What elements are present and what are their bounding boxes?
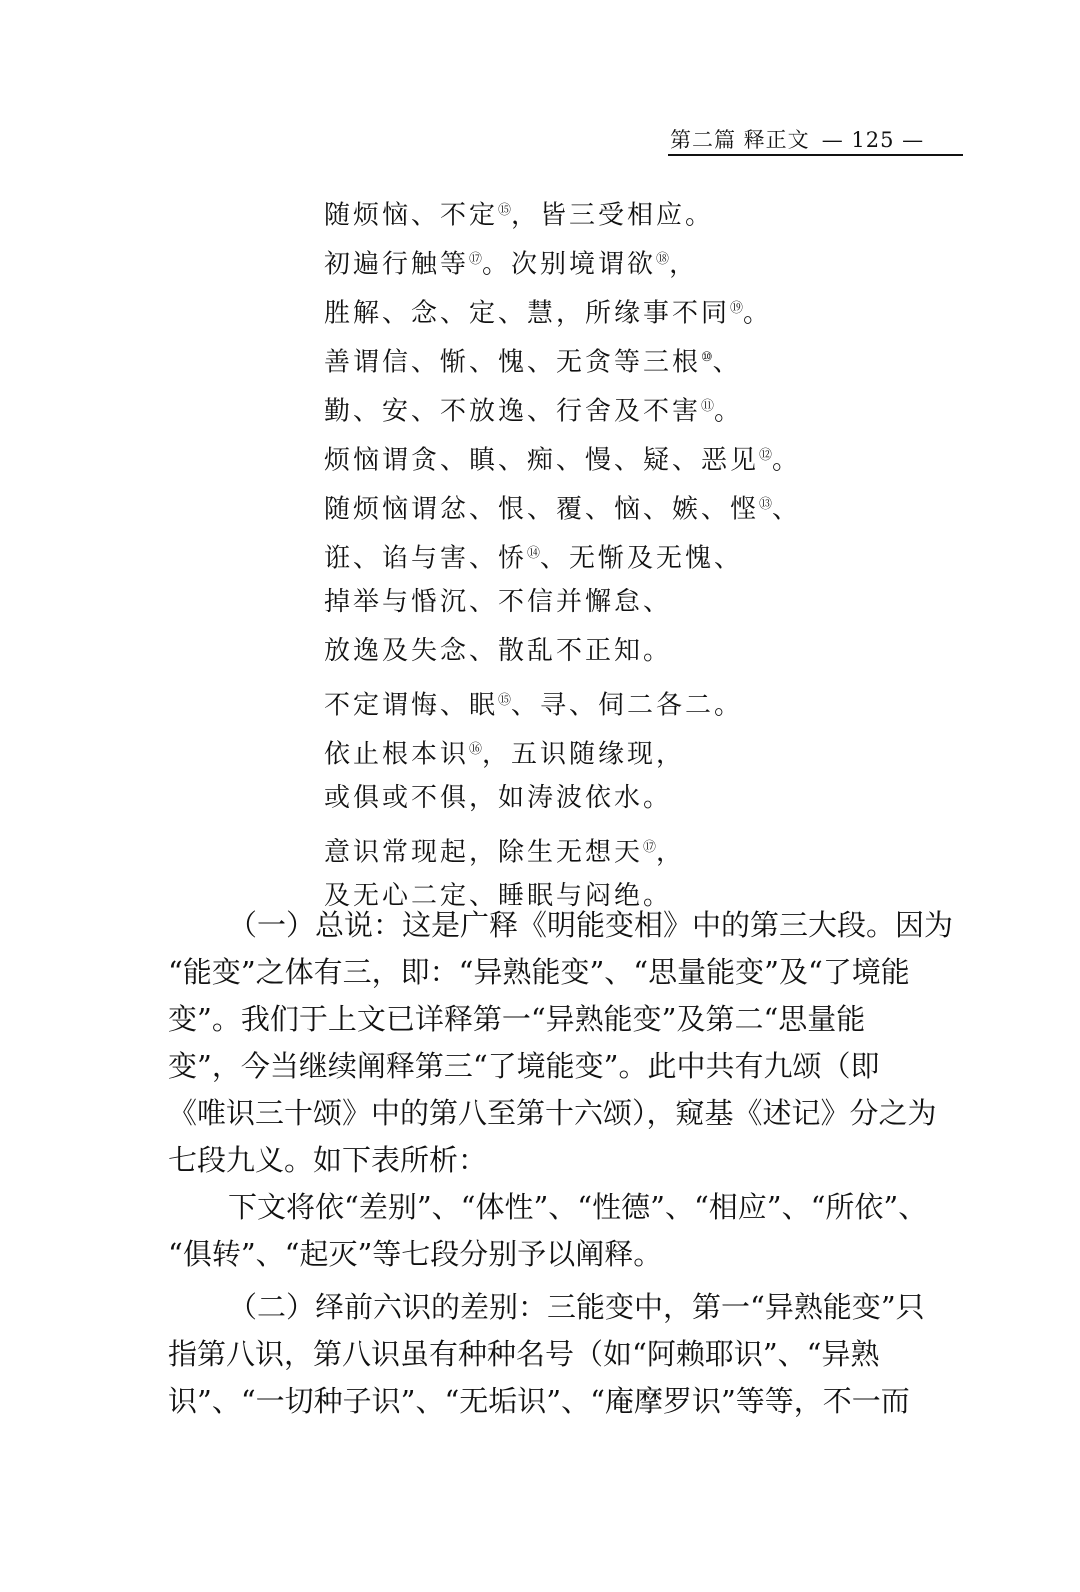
- verse-text: 勤、安、不放逸、行舍及不害: [324, 396, 702, 427]
- verse-text: 、: [772, 494, 802, 525]
- verse-text: 依止根本识: [324, 739, 470, 770]
- verse-line: [324, 333, 801, 382]
- verse-line: [324, 235, 801, 284]
- prose-line: 七段九义。如下表所析：: [168, 1143, 488, 1177]
- verse-text: 诳、谄与害、㤭: [324, 543, 528, 574]
- footnote-marker: ⑬: [759, 497, 773, 512]
- verse-line: [324, 284, 801, 333]
- prose-line: 识”、“一切种子识”、“无垢识”、“庵摩罗识”等等，不一而: [168, 1384, 910, 1418]
- footnote-marker: ⑫: [759, 448, 773, 463]
- prose-line: 下文将依“差别”、“体性”、“性德”、“相应”、“所依”、: [228, 1190, 928, 1224]
- prose-line: 变”，今当继续阐释第三“了境能变”。此中共有九颂（即: [168, 1049, 880, 1083]
- verse-text: 不定谓悔、眠: [324, 690, 499, 721]
- footnote-marker: ⑩: [701, 350, 713, 365]
- footnote-marker: ⑲: [730, 301, 744, 316]
- section-title: 第二篇 释正文: [670, 128, 810, 152]
- prose-line: “能变”之体有三，即：“异熟能变”、“思量能变”及“了境能: [168, 955, 910, 989]
- verse-text: ，: [669, 249, 699, 280]
- verse-text: 随烦恼谓忿、恨、覆、恼、嫉、悭: [324, 494, 760, 525]
- footnote-marker: ⑰: [469, 252, 483, 267]
- verse-line: 或俱或不俱，如涛波依水。: [324, 783, 673, 813]
- verse-text: 。: [772, 445, 802, 476]
- verse-text: 、寻、伺二各二。: [511, 690, 744, 721]
- verse-text: 胜解、念、定、慧，所缘事不同: [324, 298, 731, 329]
- verse-text: 善谓信、惭、愧、无贪等三根: [324, 347, 702, 378]
- footnote-marker: ⑭: [527, 546, 541, 561]
- verse-text: 初遍行触等: [324, 249, 470, 280]
- footnote-marker: ⑱: [656, 252, 670, 267]
- footnote-marker: ⑰: [643, 840, 657, 855]
- prose-line: 变”。我们于上文已详释第一“异熟能变”及第二“思量能: [168, 1002, 866, 1036]
- prose-line: “俱转”、“起灭”等七段分别予以阐释。: [168, 1237, 663, 1271]
- verse-text: ，皆三受相应。: [511, 200, 715, 231]
- verse-line: [324, 529, 801, 578]
- verse-line: [324, 382, 801, 431]
- running-header: [670, 124, 960, 154]
- prose-block: [168, 902, 968, 1425]
- verse-text: 意识常现起，除生无想天: [324, 837, 644, 868]
- header-rule: [668, 154, 963, 156]
- prose-line: （一）总说：这是广释《明能变相》中的第三大段。因为: [228, 908, 954, 942]
- page-number: — 125 —: [821, 128, 925, 152]
- verse-text: ，: [656, 837, 686, 868]
- verse-line: [324, 186, 801, 235]
- verse-line: [324, 480, 801, 529]
- verse-text: 、: [712, 347, 742, 378]
- verse-line: [324, 676, 801, 725]
- footnote-marker: ⑯: [469, 742, 483, 757]
- verse-line: 放逸及失念、散乱不正知。: [324, 636, 673, 666]
- verse-line: 掉举与惛沉、不信并懈怠、: [324, 587, 673, 617]
- verse-block: [324, 186, 801, 921]
- verse-text: 。: [714, 396, 744, 427]
- footnote-marker: ⑮: [498, 203, 512, 218]
- verse-line: [324, 431, 801, 480]
- verse-text: 随烦恼、不定: [324, 200, 499, 231]
- verse-text: 。次别境谓欲: [482, 249, 657, 280]
- footnote-marker: ⑪: [701, 399, 715, 414]
- verse-text: 。: [743, 298, 773, 329]
- footnote-marker: ⑮: [498, 693, 512, 708]
- prose-line: （二）绎前六识的差别：三能变中，第一“异熟能变”只: [228, 1290, 925, 1324]
- verse-text: ，五识随缘现，: [482, 739, 686, 770]
- prose-line: 《唯识三十颂》中的第八至第十六颂），窥基《述记》分之为: [168, 1096, 937, 1130]
- verse-line: 及无心二定、睡眠与闷绝。: [324, 881, 673, 911]
- verse-text: 烦恼谓贪、瞋、痴、慢、疑、恶见: [324, 445, 760, 476]
- verse-line: [324, 725, 801, 774]
- verse-text: 、无惭及无愧、: [540, 543, 744, 574]
- prose-line: 指第八识，第八识虽有种种名号（如“阿赖耶识”、“异熟: [168, 1337, 880, 1371]
- verse-line: [324, 823, 801, 872]
